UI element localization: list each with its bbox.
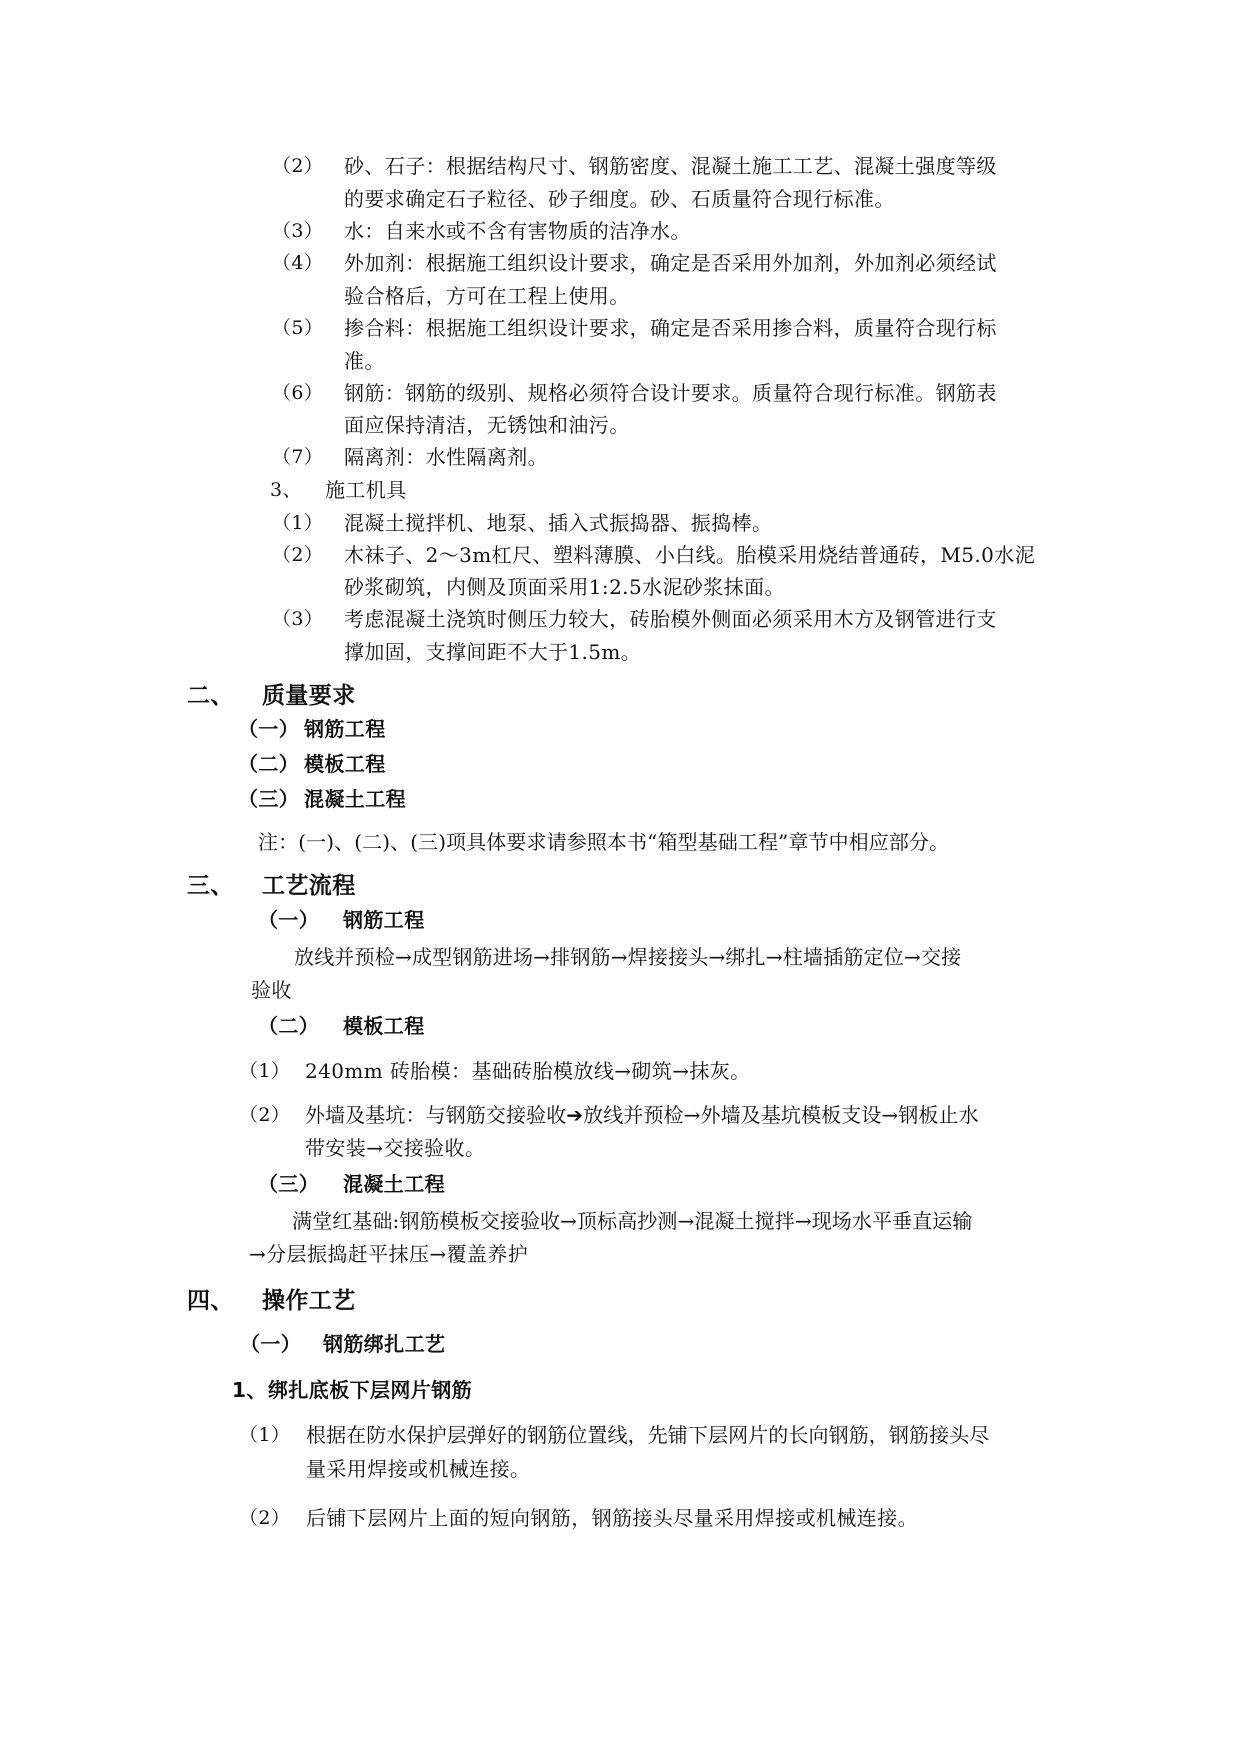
subheading-title: 钢筋绑扎工艺 xyxy=(323,1332,446,1356)
subheading-title: 模板工程 xyxy=(304,752,386,776)
step-title: 绑扎底板下层网片钢筋 xyxy=(268,1378,472,1402)
item-text-line: 隔离剂：水性隔离剂。 xyxy=(344,445,548,469)
flow-text-line: →分层振捣赶平抹压→覆盖养护 xyxy=(249,1242,529,1266)
item-text-line: 240mm 砖胎模：基础砖胎模放线→砌筑→抹灰。 xyxy=(305,1059,751,1083)
heading-title: 工艺流程 xyxy=(262,873,356,899)
item-text-line: 撑加固，支撑间距不大于1.5m。 xyxy=(344,640,642,664)
item-number: （1） xyxy=(239,1424,291,1446)
note-text: 注：(一)、(二)、(三)项具体要求请参照本书“箱型基础工程”章节中相应部分。 xyxy=(258,830,950,854)
item-text-line: 外加剂：根据施工组织设计要求，确定是否采用外加剂，外加剂必须经试 xyxy=(344,251,997,275)
section-title: 施工机具 xyxy=(325,478,407,502)
item-number: （2） xyxy=(239,1507,291,1529)
item-number: （7） xyxy=(272,446,324,468)
subheading-title: 钢筋工程 xyxy=(343,908,425,932)
item-text-line: 带安装→交接验收。 xyxy=(305,1136,486,1160)
flow-text-line: 验收 xyxy=(251,978,292,1002)
heading-number: 四、 xyxy=(187,1288,234,1314)
item-text-line: 考虑混凝土浇筑时侧压力较大，砖胎模外侧面必须采用木方及钢管进行支 xyxy=(344,607,997,631)
flow-text-line: 满堂红基础:钢筋模板交接验收→顶标高抄测→混凝土搅拌→现场水平垂直运输 xyxy=(292,1209,973,1233)
item-text-line: 的要求确定石子粒径、砂子细度。砂、石质量符合现行标准。 xyxy=(344,187,895,211)
item-number: （3） xyxy=(272,608,324,630)
item-text-line: 掺合料：根据施工组织设计要求，确定是否采用掺合料，质量符合现行标 xyxy=(344,316,997,340)
subheading-title: 混凝土工程 xyxy=(304,787,406,811)
item-number: （1） xyxy=(272,512,324,534)
item-text-line: 混凝土搅拌机、地泵、插入式振捣器、振捣棒。 xyxy=(344,511,773,535)
item-number: （3） xyxy=(272,220,324,242)
subheading-number: （一） xyxy=(238,717,300,741)
subheading-number: （一） xyxy=(240,1332,302,1356)
subheading-number: （三） xyxy=(238,787,300,811)
item-number: （1） xyxy=(239,1060,291,1082)
flow-text-line: 放线并预检→成型钢筋进场→排钢筋→焊接接头→绑扎→柱墙插筋定位→交接 xyxy=(294,945,962,969)
heading-title: 质量要求 xyxy=(262,683,356,709)
item-text-line: 验合格后，方可在工程上使用。 xyxy=(344,284,630,308)
step-number: 1、 xyxy=(232,1378,267,1402)
heading-number: 二、 xyxy=(187,683,234,709)
item-number: （2） xyxy=(272,155,324,177)
heading-title: 操作工艺 xyxy=(262,1288,356,1314)
item-text-line: 钢筋：钢筋的级别、规格必须符合设计要求。质量符合现行标准。钢筋表 xyxy=(344,381,997,405)
subheading-number: （一） xyxy=(258,908,320,932)
item-text-line: 根据在防水保护层弹好的钢筋位置线，先铺下层网片的长向钢筋，钢筋接头尽 xyxy=(306,1423,990,1447)
subheading-number: （三） xyxy=(258,1172,320,1196)
item-text-line: 水：自来水或不含有害物质的洁净水。 xyxy=(344,219,691,243)
item-number: （5） xyxy=(272,317,324,339)
item-text-line: 后铺下层网片上面的短向钢筋，钢筋接头尽量采用焊接或机械连接。 xyxy=(306,1506,918,1530)
section-number: 3、 xyxy=(270,479,302,501)
subheading-title: 混凝土工程 xyxy=(343,1172,445,1196)
subheading-title: 模板工程 xyxy=(343,1014,425,1038)
item-text-line: 外墙及基坑：与钢筋交接验收➔放线并预检→外墙及基坑模板支设→钢板止水 xyxy=(305,1103,979,1127)
item-number: （2） xyxy=(272,544,324,566)
item-number: （6） xyxy=(272,382,324,404)
heading-number: 三、 xyxy=(187,873,234,899)
subheading-number: （二） xyxy=(258,1014,320,1038)
subheading-number: （二） xyxy=(238,752,300,776)
item-text-line: 砂、石子：根据结构尺寸、钢筋密度、混凝土施工工艺、混凝土强度等级 xyxy=(344,154,997,178)
subheading-title: 钢筋工程 xyxy=(304,717,386,741)
item-number: （2） xyxy=(239,1104,291,1126)
item-text-line: 木袜子、2～3m杠尺、塑料薄膜、小白线。胎模采用烧结普通砖，M5.0水泥 xyxy=(344,543,1036,567)
item-text-line: 准。 xyxy=(344,349,385,373)
item-text-line: 面应保持清洁，无锈蚀和油污。 xyxy=(344,413,630,437)
item-number: （4） xyxy=(272,252,324,274)
item-text-line: 量采用焊接或机械连接。 xyxy=(306,1457,531,1481)
item-text-line: 砂浆砌筑，内侧及顶面采用1:2.5水泥砂浆抹面。 xyxy=(344,575,785,599)
